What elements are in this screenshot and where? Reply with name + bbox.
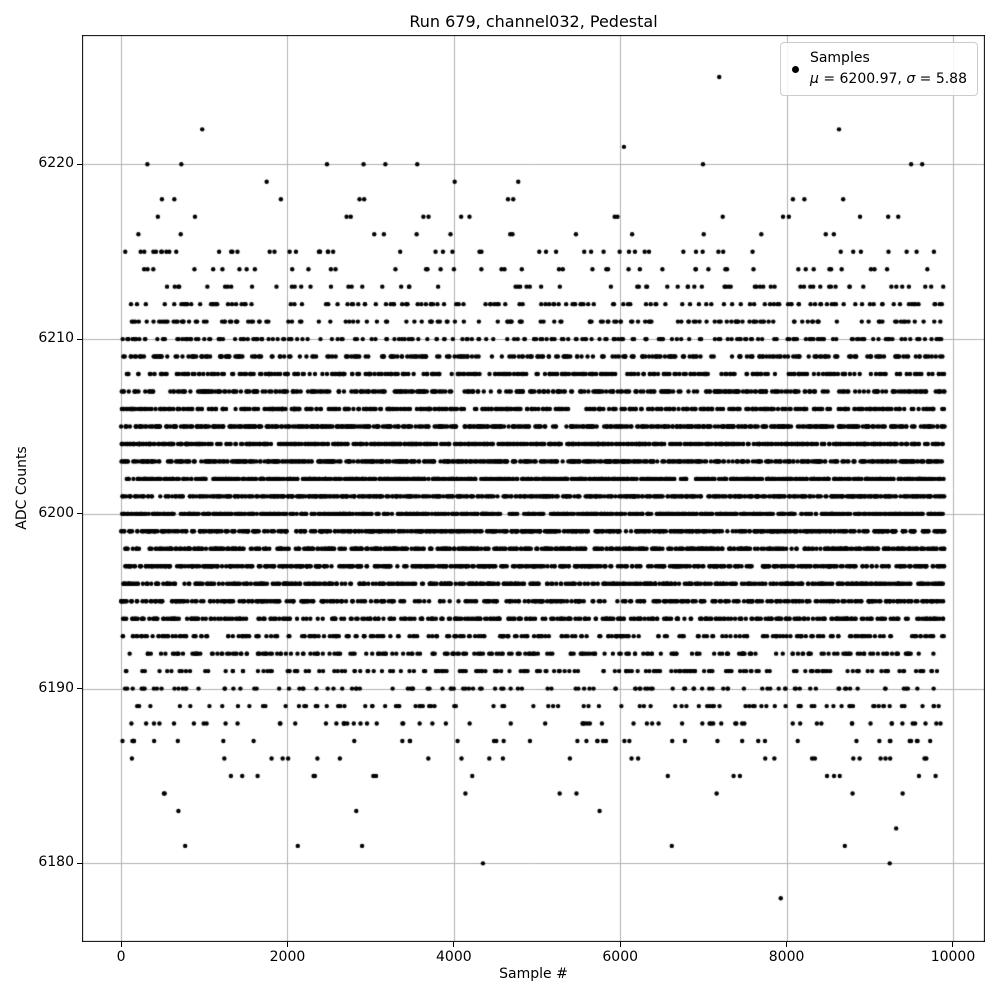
y-tick-label: 6180 bbox=[38, 854, 74, 871]
x-tick-label: 6000 bbox=[602, 949, 639, 965]
sigma-value: = 5.88 bbox=[915, 71, 967, 87]
x-tick-mark bbox=[620, 942, 621, 947]
y-tick-mark bbox=[77, 164, 82, 165]
legend-series-label: Samples bbox=[809, 50, 870, 66]
plot-area bbox=[82, 35, 985, 942]
sigma-symbol: σ bbox=[906, 71, 916, 87]
x-tick-mark bbox=[453, 942, 454, 947]
x-tick-label: 10000 bbox=[930, 949, 976, 965]
chart-title: Run 679, channel032, Pedestal bbox=[409, 12, 658, 31]
y-tick-mark bbox=[77, 513, 82, 514]
x-tick-mark bbox=[121, 942, 122, 947]
legend-stats-label bbox=[810, 69, 967, 90]
scatter-canvas bbox=[82, 35, 985, 942]
y-tick-mark bbox=[77, 863, 82, 864]
y-tick-label: 6210 bbox=[38, 330, 74, 347]
x-tick-label: 0 bbox=[116, 949, 126, 965]
x-axis-label: Sample # bbox=[499, 966, 568, 982]
x-tick-label: 4000 bbox=[436, 949, 472, 965]
legend-text bbox=[810, 48, 967, 90]
mu-symbol: μ bbox=[809, 71, 819, 87]
legend bbox=[780, 42, 978, 96]
mu-value: = 6200.97, bbox=[818, 71, 907, 87]
y-tick-mark bbox=[77, 688, 82, 689]
x-tick-label: 8000 bbox=[768, 949, 805, 965]
y-tick-label: 6190 bbox=[38, 679, 74, 696]
y-tick-mark bbox=[77, 339, 82, 340]
y-axis-label: ADC Counts bbox=[14, 446, 30, 530]
x-tick-label: 2000 bbox=[269, 949, 306, 965]
x-tick-mark bbox=[786, 942, 787, 947]
y-tick-label: 6220 bbox=[38, 155, 74, 172]
y-tick-label: 6200 bbox=[38, 504, 74, 521]
x-tick-mark bbox=[952, 942, 953, 947]
legend-marker-dot bbox=[792, 66, 799, 73]
x-tick-mark bbox=[287, 942, 288, 947]
